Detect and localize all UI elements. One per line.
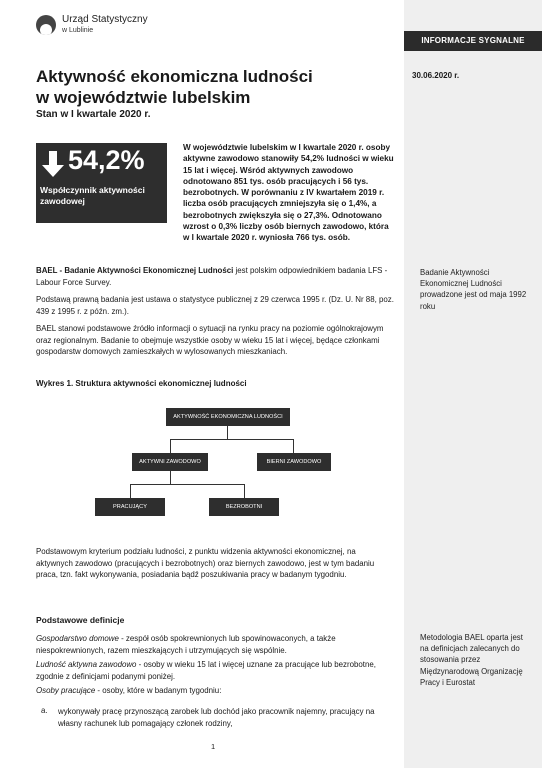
kpi-value: 54,2% (68, 145, 145, 175)
kpi-description: W województwie lubelskim w I kwartale 2020 r. osoby aktywne zawodowo stanowiły 54,2% ludności w wieku 15 lat i więcej. Wśród aktywnych zawodowo odnotowano 851 tys. osób pracujących i 56 tys. bezrobotnych. W porównaniu z IV kwartałem 2019 r. liczba osób pracujących zmniejszyła się o 1,4%, a bezrobotnych zwiększyła się o 27,3%. Odnotowano wzrost o 0,3% liczby osób biernych zawodowo, która w I kwartale 2020 r. wyniosła 766 tys. osób. (183, 143, 394, 243)
definition-active-population (36, 659, 394, 682)
page-subtitle: Stan w I kwartale 2020 r. (36, 109, 151, 120)
title-line2: w województwie lubelskim (36, 88, 251, 107)
bael-text: jest polskim odpowiednikiem badania LFS - Labour Force Survey. (36, 266, 388, 287)
connector (130, 484, 131, 498)
definition-term: Ludność aktywna zawodowo (36, 660, 137, 669)
side-note-methodology: Metodologia BAEL oparta jest na definicjach zalecanych do stosowania przez Międzynarodową Organizację Pracy i Eurostat (420, 633, 523, 687)
paragraph-scope: BAEL stanowi podstawowe źródło informacji o sytuacji na rynku pracy na poziomie ogólnokrajowym oraz regionalnym. Badanie to obejmuje wszystkie osoby w wieku 15 lat i więcej, będące członkami gospodarstw domowych zamieszkałych w wylosowanych mieszkaniach. (36, 324, 384, 356)
paragraph-legal-basis: Podstawą prawną badania jest ustawa o statystyce publicznej z 29 czerwca 1995 r. (Dz. U. Nr 88, poz. 439 z 1995 r. z późn. zm.). (36, 295, 394, 316)
logo-emblem-icon (36, 15, 56, 35)
definition-text: - osoby w wieku 15 lat i więcej uznane za pracujące lub bezrobotne, zgodnie z definicjami podanymi poniżej. (36, 660, 376, 681)
kpi-label: Współczynnik aktywności zawodowej (40, 185, 145, 206)
kpi-box (36, 143, 167, 223)
bael-term: BAEL - Badanie Aktywności Ekonomicznej Ludności (36, 266, 234, 275)
connector (227, 426, 228, 439)
arrow-down-icon (40, 149, 66, 179)
connector (130, 484, 245, 485)
paragraph-bael (36, 265, 394, 288)
definition-text: - zespół osób spokrewnionych lub spowinowaconych, a także niespokrewnionych, razem mieszkających i utrzymujących się wspólnie. (36, 634, 336, 655)
logo-line2: w Lublinie (62, 27, 94, 34)
section-heading: Podstawowe definicje (36, 615, 125, 625)
list-marker: a. (41, 706, 48, 715)
node-employed: PRACUJĄCY (95, 498, 165, 516)
logo (36, 14, 148, 36)
list-item: wykonywały pracę przynoszącą zarobek lub dochód jako pracownik najemny, pracujący na własny rachunek lub pomagający członek rodziny, (58, 707, 375, 728)
page-number: 1 (211, 742, 216, 751)
connector (170, 439, 294, 440)
logo-line1: Urząd Statystyczny (62, 14, 148, 25)
connector (170, 471, 171, 484)
title-line1: Aktywność ekonomiczna ludności (36, 67, 313, 86)
publication-date: 30.06.2020 r. (412, 71, 460, 80)
side-note-history: Badanie Aktywności Ekonomicznej Ludności prowadzone jest od maja 1992 roku (420, 268, 527, 311)
figure-title: Wykres 1. Struktura aktywności ekonomicznej ludności (36, 379, 247, 388)
paragraph-criterion: Podstawowym kryterium podziału ludności, z punktu widzenia aktywności ekonomicznej, na aktywnych zawodowo (pracujących i bezrobotnych) oraz biernych zawodowo, jest w tym badaniu praca, tzn. fakt wykonywania, posiadania bądź poszukiwania pracy w badanym tygodniu. (36, 547, 375, 579)
definition-employed (36, 685, 394, 697)
definition-term: Gospodarstwo domowe (36, 634, 119, 643)
connector (170, 439, 171, 453)
node-economic-activity: AKTYWNOŚĆ EKONOMICZNA LUDNOŚCI (166, 408, 290, 426)
connector (244, 484, 245, 498)
page-title (36, 66, 366, 108)
definition-term: Osoby pracujące (36, 686, 96, 695)
document-type-badge: INFORMACJE SYGNALNE (404, 31, 542, 51)
definition-text: - osoby, które w badanym tygodniu: (95, 686, 222, 695)
node-inactive: BIERNI ZAWODOWO (257, 453, 331, 471)
connector (293, 439, 294, 453)
definition-household (36, 633, 394, 656)
node-unemployed: BEZROBOTNI (209, 498, 279, 516)
node-active: AKTYWNI ZAWODOWO (132, 453, 208, 471)
